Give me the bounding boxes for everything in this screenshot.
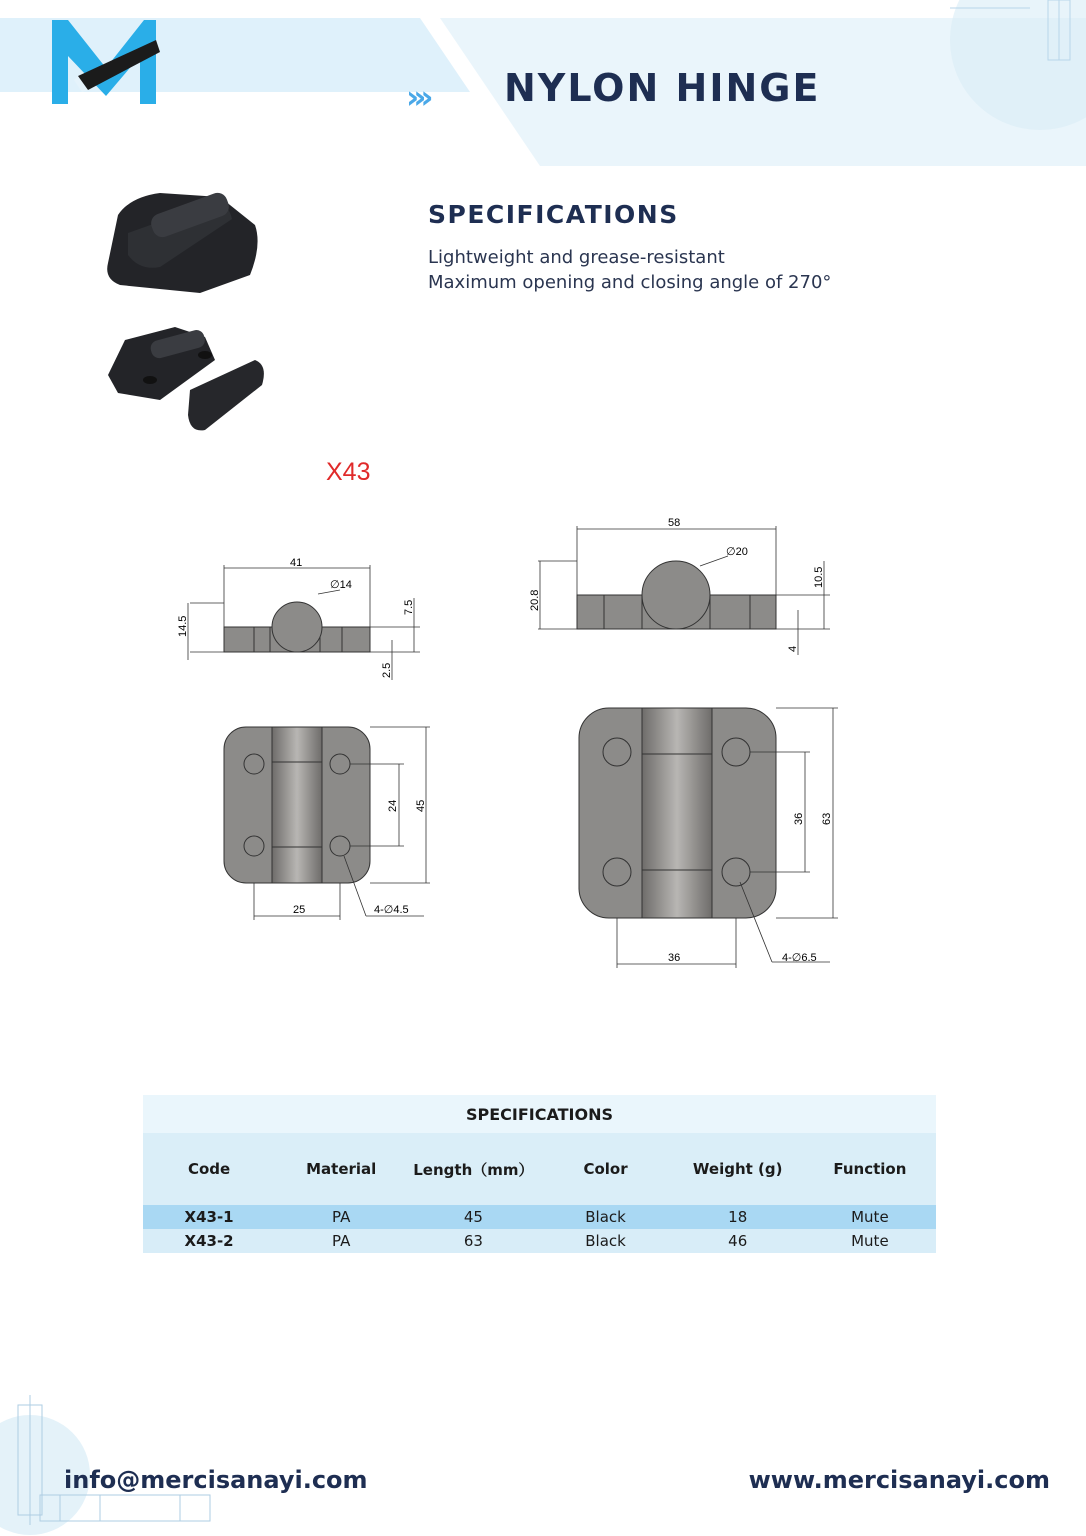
large-dia-label: ∅20 xyxy=(726,546,748,558)
small-hinge-front-view xyxy=(224,727,370,883)
footer-decoration xyxy=(0,1385,230,1536)
spec-line-lightweight: Lightweight and grease-resistant xyxy=(428,247,725,268)
table-cell-function: Mute xyxy=(804,1229,936,1253)
small-hinge-side-view xyxy=(224,602,370,652)
table-cell-length: 45 xyxy=(407,1205,539,1229)
large-h3-label: 4 xyxy=(787,645,799,652)
large-h1-label: 10.5 xyxy=(813,566,825,588)
small-h1-label: 7.5 xyxy=(403,599,415,615)
large-front-spacing-label: 36 xyxy=(793,812,805,825)
table-cell-length: 63 xyxy=(407,1229,539,1253)
table-cell-code: X43-1 xyxy=(143,1205,275,1229)
model-code: X43 xyxy=(326,458,371,486)
column-header-length: Length（mm） xyxy=(407,1133,539,1205)
footer-email-link[interactable]: info@mercisanayi.com xyxy=(64,1466,368,1494)
small-holes-label: 4-∅4.5 xyxy=(374,904,409,916)
footer-website-link[interactable]: www.mercisanayi.com xyxy=(748,1466,1050,1494)
chevron-arrows-icon: ››› xyxy=(406,78,428,116)
large-hinge-front-view xyxy=(579,708,776,918)
small-front-spacing-label: 24 xyxy=(387,799,399,812)
column-header-weight: Weight (g) xyxy=(672,1133,804,1205)
table-cell-weight: 46 xyxy=(672,1229,804,1253)
small-front-width-label: 25 xyxy=(293,904,306,916)
table-cell-function: Mute xyxy=(804,1205,936,1229)
spec-line-opening-angle: Maximum opening and closing angle of 270° xyxy=(428,272,832,293)
specifications-table xyxy=(143,1095,936,1253)
column-header-color: Color xyxy=(539,1133,671,1205)
large-front-len-label: 63 xyxy=(821,812,833,825)
large-holes-label: 4-∅6.5 xyxy=(782,952,817,964)
column-header-code: Code xyxy=(143,1133,275,1205)
product-photos xyxy=(0,175,330,455)
large-width-label: 58 xyxy=(668,517,681,529)
table-row xyxy=(143,1205,936,1229)
table-cell-color: Black xyxy=(539,1229,671,1253)
small-front-len-label: 45 xyxy=(415,799,427,812)
table-cell-color: Black xyxy=(539,1205,671,1229)
table-cell-weight: 18 xyxy=(672,1205,804,1229)
column-header-function: Function xyxy=(804,1133,936,1205)
corner-decoration xyxy=(920,0,1086,130)
table-title: SPECIFICATIONS xyxy=(143,1095,936,1133)
table-cell-material: PA xyxy=(275,1229,407,1253)
specifications-heading: SPECIFICATIONS xyxy=(428,200,679,229)
technical-drawings xyxy=(160,505,860,985)
small-h2-label: 14.5 xyxy=(177,615,189,637)
page-title: NYLON HINGE xyxy=(504,66,821,110)
column-header-material: Material xyxy=(275,1133,407,1205)
small-dia-label: ∅14 xyxy=(330,579,352,591)
table-cell-material: PA xyxy=(275,1205,407,1229)
table-row xyxy=(143,1229,936,1253)
large-h2-label: 20.8 xyxy=(529,589,541,611)
small-h3-label: 2.5 xyxy=(381,662,393,678)
merci-logo xyxy=(48,16,163,108)
small-width-label: 41 xyxy=(290,557,303,569)
large-front-width-label: 36 xyxy=(668,952,681,964)
large-hinge-side-view xyxy=(577,561,776,629)
table-cell-code: X43-2 xyxy=(143,1229,275,1253)
